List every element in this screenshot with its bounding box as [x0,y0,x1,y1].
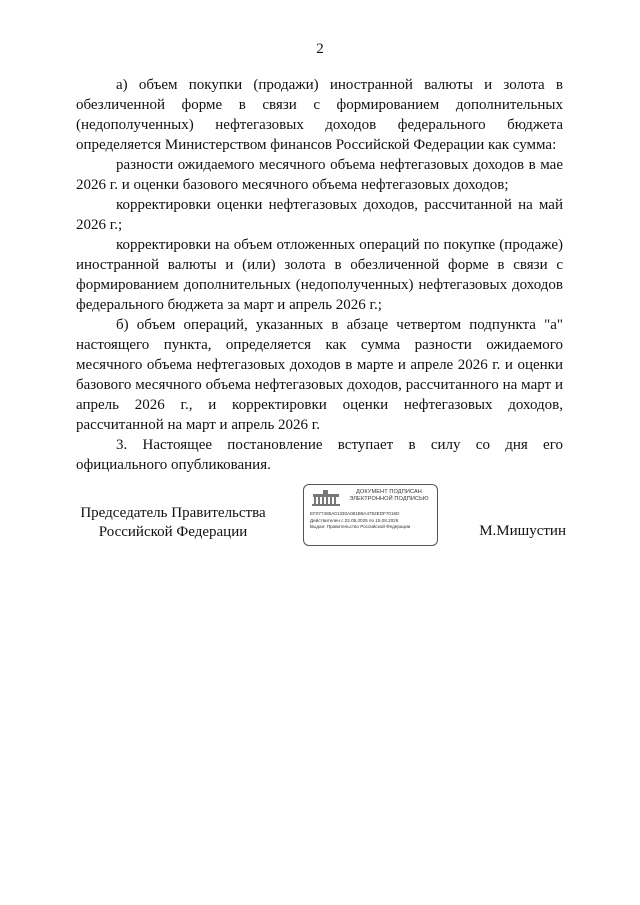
stamp-title-line1: ДОКУМЕНТ ПОДПИСАН [356,489,422,495]
signature-block [0,482,640,552]
page-number: 2 [316,41,324,57]
paragraph-effective-date: 3. Настоящее постановление вступает в силу со дня его официального опубликования. [76,437,563,473]
stamp-certificate: EF077485A01330A081B8A4792EDF7016D [310,511,400,516]
stamp-title-line2: ЭЛЕКТРОННОЙ ПОДПИСЬЮ [349,496,429,502]
signer-title [78,504,268,542]
paragraph-correction-deferred: корректировки на объем отложенных операций по покупке (продаже) иностранной валюты и (или) золота в обезличенной форме в связи с формированием дополнительных (недополученных) нефтегазовых доходов федерального бюджета за март и апрель 2026 г.; [76,237,563,313]
signer-title-line1: Председатель Правительства [80,505,266,521]
stamp-issued-to: Выдан: Правительство Российской Федерации [310,524,411,529]
signer-title-line2: Российской Федерации [98,524,248,540]
document-body [76,75,563,475]
stamp-title [342,489,436,503]
paragraph-difference: разности ожидаемого месячного объема нефтегазовых доходов в мае 2026 г. и оценки базового месячного объема нефтегазовых доходов; [76,157,563,193]
stamp-validity: Действителен с 22.05.2025 по 15.08.2026 [310,518,399,523]
government-building-icon [310,489,342,507]
paragraph-a: а) объем покупки (продажи) иностранной валюты и золота в обезличенной форме в связи с формированием дополнительных (недополученных) нефтегазовых доходов федерального бюджета определяется Министерством финансов Российской Федерации как сумма: [76,77,563,153]
electronic-signature-stamp [303,484,438,546]
signer-name: М.Мишустин [479,523,566,539]
paragraph-correction-estimate: корректировки оценки нефтегазовых доходов, рассчитанной на май 2026 г.; [76,197,563,233]
paragraph-b: б) объем операций, указанных в абзаце четвертом подпункта "а" настоящего пункта, определяется как сумма разности ожидаемого месячного объема нефтегазовых доходов в марте и апреле 2026 г. и оценки базового месячного объема нефтегазовых доходов, рассчитанного на март и апрель 2026 г., и корректировки оценки нефтегазовых доходов, рассчитанной на март и апрель 2026 г. [76,317,563,433]
